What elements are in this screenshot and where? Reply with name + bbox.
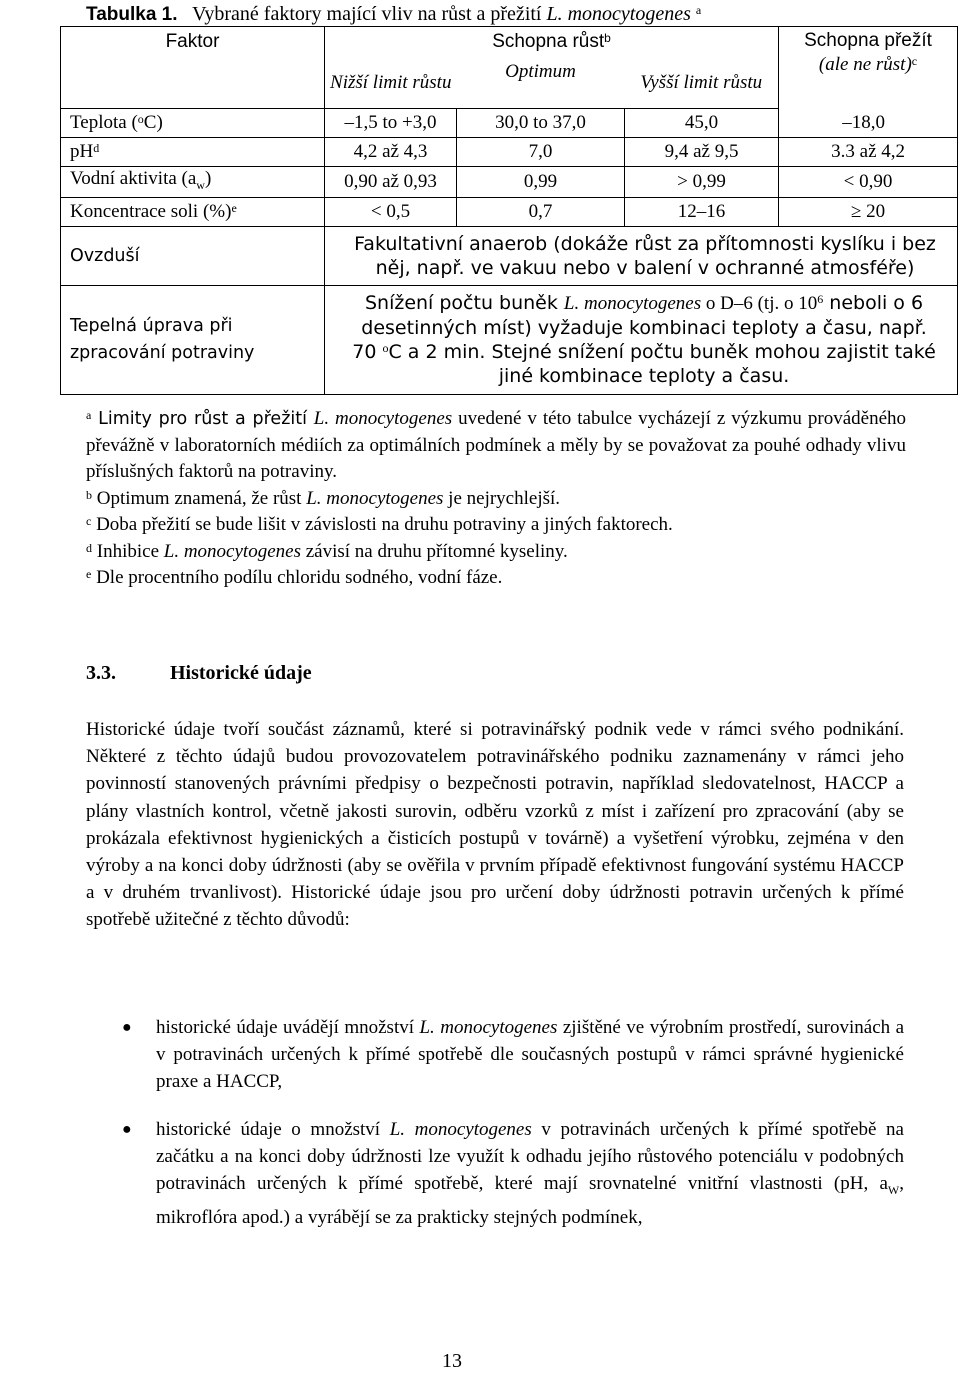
footnote: $^b$ Optimum znamená, že růst L. monocytogenes je nejrychlejší. [86,487,561,509]
header-upper-limit: Vyšší limit růstu [625,56,779,109]
cell-survive: 3.3 až 4,2 [779,138,958,167]
cell-lower: < 0,5 [325,197,457,226]
cell-survive: ≥ 20 [779,197,958,226]
row-factor: Vodní aktivita $(a_w)$ [61,167,325,198]
list-item: ● historické údaje o množství L. monocytogenes v potravinách určených k přímé spotřebě na začátku a na konci doby údržnosti lze využít k odhadu jejího růstového potenciálu v podobných potravinách určených k přímé spotřebě, které mají srovnatelné vnitřní vlastnosti (pH, $a_W$, mikroflóra apod.) a vyrábějí se za prakticky stejných podmínek, [86,1116,904,1232]
cell-survive: < 0,90 [779,167,958,198]
cell-optimum: 30,0 to 37,0 [457,109,625,138]
factors-table [60,26,958,395]
cell-heat-text: Snížení počtu buněk L. monocytogenes o D–6 (tj. o $10^6$ neboli o 6 desetinných míst) vyžaduje kombinaci teploty a času, např. 70 $^o$C a 2 min. Stejné snížení počtu buněk mohou zajistit také jiné kombinace teploty a času. [325,285,958,394]
row-factor: $pH^d$ [61,138,325,167]
footnote: $^a$ Limity pro růst a přežití L. monocytogenes uvedené v této tabulce vycházejí z výzkumu prováděného převážně v laboratorních médiích za optimálních podmínek a měly by se považovat za pouhé odhady vlivu příslušných faktorů na potraviny. [86,408,906,482]
table-row-air [61,226,958,285]
table-footnotes [86,406,906,592]
cell-optimum: 7,0 [457,138,625,167]
header-optimum: Optimum [457,56,625,109]
table-row [61,138,958,167]
footnote: $^d$ Inhibice L. monocytogenes závisí na druhu přítomné kyseliny. [86,540,568,562]
row-factor: Tepelná úprava při zpracování potraviny [61,285,325,394]
section-paragraph: Historické údaje tvoří součást záznamů, které si potravinářský podnik vede v rámci svého podnikání. Některé z těchto údajů budou provozovatelem potravinářského podniku zaznamenány v rámci jeho povinností stanovených právními předpisy o bezpečnosti potravin, například sledovatelnost, HACCP a plány vlastních kontrol, včetně jakosti surovin, odběru vzorků z míst i zařízení pro zpracování (aby se prokázala efektivnost hygienických a čisticích postupů v továrně) a vyšetření výrobku, zejména v den výroby a na konci doby údržnosti (aby se ověřila v prvním případě efektivnost fungování systému HACCP a v druhém trvanlivost). Historické údaje jsou pro určení doby údržnosti potravin určených k přímé spotřebě užitečné z těchto důvodů: [86,719,904,931]
cell-optimum: 0,7 [457,197,625,226]
header-lower-limit: Nižší limit růstu [325,56,457,109]
page-number: 13 [442,1350,462,1372]
table-row [61,109,958,138]
cell-lower: 0,90 až 0,93 [325,167,457,198]
row-factor: Koncentrace soli (%)$^e$ [61,197,325,226]
section-heading [86,662,312,685]
cell-lower: 4,2 až 4,3 [325,138,457,167]
table-row [61,167,958,198]
cell-survive: –18,0 [779,109,958,138]
table-row [61,197,958,226]
bullet-icon: ● [122,1120,132,1138]
bullet-list [86,1014,904,1251]
row-factor: Ovzduší [61,226,325,285]
table-label: Tabulka 1. [86,4,178,25]
table-row-heat [61,285,958,394]
table-caption [86,2,701,27]
cell-upper: > 0,99 [625,167,779,198]
header-growth: Schopna růst$^b$ [325,27,779,57]
cell-optimum: 0,99 [457,167,625,198]
header-survive: Schopna přežít (ale ne růst)$^c$ [779,27,958,109]
section-title: Historické údaje [170,662,312,684]
row-factor: Teplota ($^o$C) [61,109,325,138]
table-title-footnote-mark: a [695,3,702,17]
list-item: ● historické údaje uvádějí množství L. monocytogenes zjištěné ve výrobním prostředí, surovinách a v potravinách určených k přímé spotřebě dle současných postupů v rámci správné hygienické praxe a HACCP, [86,1014,904,1096]
bullet-icon: ● [122,1019,132,1036]
cell-lower: –1,5 to +3,0 [325,109,457,138]
table-title: Vybrané faktory mající vliv na růst a přežití [192,3,547,25]
cell-upper: 9,4 až 9,5 [625,138,779,167]
header-factor: Faktor [61,27,325,57]
cell-upper: 45,0 [625,109,779,138]
cell-upper: 12–16 [625,197,779,226]
footnote: $^c$ Doba přežití se bude lišit v závislosti na druhu potraviny a jiných faktorech. [86,514,673,535]
footnote: $^e$ Dle procentního podílu chloridu sodného, vodní fáze. [86,567,503,588]
section-number: 3.3. [86,662,116,684]
cell-air-text: Fakultativní anaerob (dokáže růst za přítomnosti kyslíku i bez něj, např. ve vakuu nebo v balení v ochranné atmosféře) [325,226,958,285]
table-title-species: L. monocytogenes [546,3,691,25]
